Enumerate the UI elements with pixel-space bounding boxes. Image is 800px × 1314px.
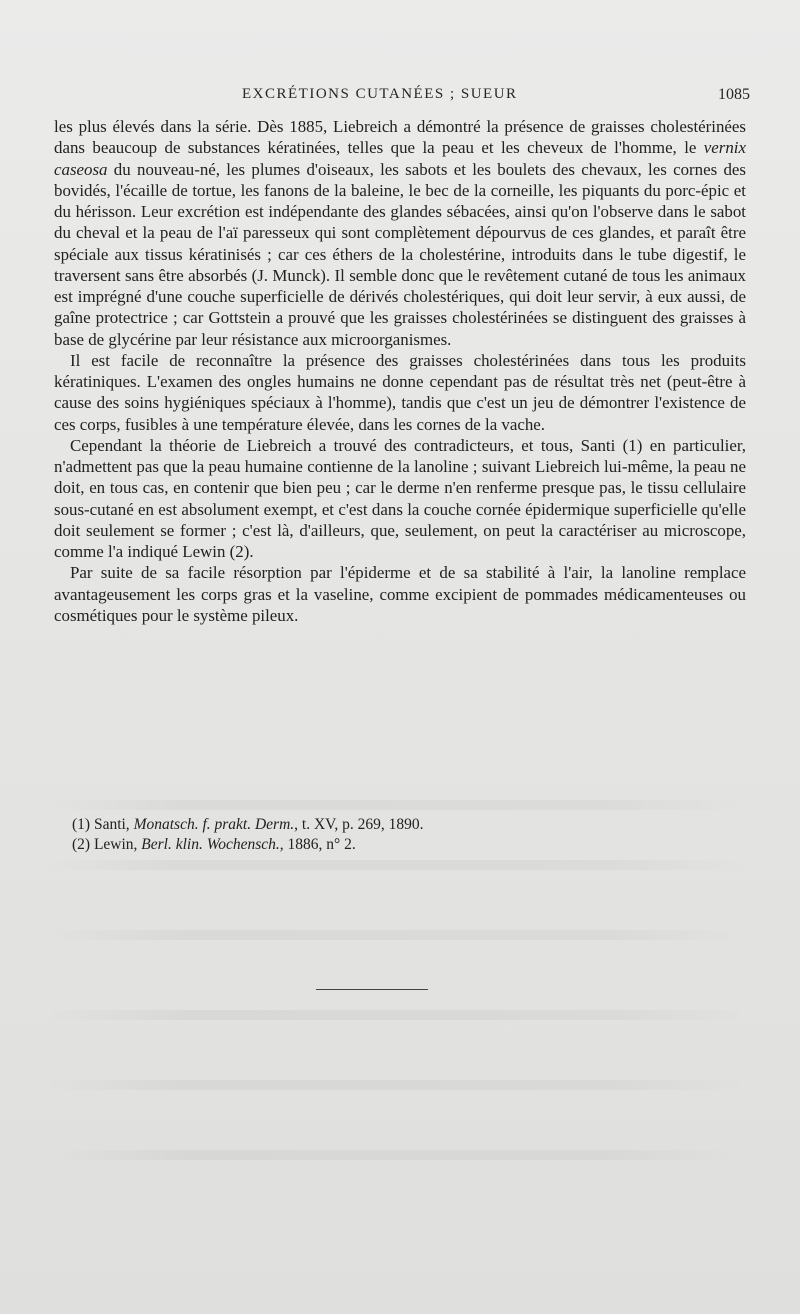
paragraph-2: Il est facile de reconnaître la présence des graisses cholestérinées dans tous les produits kératiniques. L'examen des ongles humains ne donne cependant pas de résultat très net (peut-être à cause des soins hygiéniques spéciaux à l'homme), tandis que c'est un jeu de démontrer l'existence de ces corps, fusibles à une température élevée, dans les cornes de la vache. [54, 350, 746, 434]
footnote-2-prefix: (2) Lewin, [72, 836, 142, 853]
footnote-2 [72, 835, 732, 855]
body-text [54, 116, 746, 626]
end-rule [316, 989, 428, 990]
show-through [46, 930, 746, 940]
footnote-1-prefix: (1) Santi, [72, 816, 134, 833]
paragraph-4: Par suite de sa facile résorption par l'épiderme et de sa stabilité à l'air, la lanoline remplace avantageusement les corps gras et la vaseline, comme excipient de pommades médicamenteuses ou cosmétiques pour le système pileux. [54, 563, 746, 625]
paragraph-1-italic-term: vernix caseosa [54, 138, 746, 179]
footnote-1 [72, 815, 732, 835]
footnotes [72, 815, 732, 855]
show-through [46, 1150, 746, 1160]
paragraph-3: Cependant la théorie de Liebreich a trouvé des contradicteurs, et tous, Santi (1) en particulier, n'admettent pas que la peau humaine contienne de la lanoline ; suivant Liebreich lui-même, la peau ne doit, en tous cas, en contenir que bien peu ; car le derme n'en renferme presque pas, le tissu cellulaire sous-cutané en est absolument exempt, et c'est dans la couche cornée épidermique superficielle qu'elle doit seulement se former ; c'est là, d'ailleurs, que, seulement, on peut la caractériser au microscope, comme l'a indiqué Lewin (2). [54, 435, 746, 561]
footnote-1-journal: Monatsch. f. prakt. Derm. [133, 816, 295, 833]
footnote-1-suffix: , t. XV, p. 269, 1890. [294, 816, 424, 833]
paragraph-1-text-a: les plus élevés dans la série. Dès 1885, Liebreich a démontré la présence de graisses cholestérinées dans beaucoup de substances kératinées, telles que la peau et les cheveux de l'homme, le [54, 117, 746, 158]
page-header [56, 86, 750, 108]
show-through [46, 1010, 746, 1020]
page-number: 1085 [718, 86, 750, 103]
paragraph-1 [54, 116, 746, 350]
show-through [46, 860, 746, 870]
footnote-2-suffix: , 1886, n° 2. [279, 836, 356, 853]
show-through [46, 800, 746, 810]
paragraph-1-text-b: du nouveau-né, les plumes d'oiseaux, les sabots et les boulets des chevaux, les cornes des bovidés, l'écaille de tortue, les fanons de la baleine, le bec de la corneille, les piquants du porc-épic et du hérisson. Leur excrétion est indépendante des glandes sébacées, ainsi qu'on l'observe dans le sabot du cheval et la peau de l'aï paresseux qui sont complètement dépourvus de ces glandes, et paraît être spéciale aux tissus kératinisés ; car ces éthers de la cholestérine, introduits dans le tube digestif, le traversent sans être absorbés (J. Munck). Il semble donc que le revêtement cutané de tous les animaux est imprégné d'une couche superficielle de dérivés cholestériques, qui doit leur servir, à eux aussi, de gaîne protectrice ; car Gottstein a prouvé que les graisses cholestérinées se distinguent des graisses à base de glycérine par leur résistance aux microorganismes. [54, 159, 746, 349]
show-through [46, 1080, 746, 1090]
running-title: EXCRÉTIONS CUTANÉES ; SUEUR [242, 86, 518, 102]
footnote-2-journal: Berl. klin. Wochensch. [141, 836, 280, 853]
